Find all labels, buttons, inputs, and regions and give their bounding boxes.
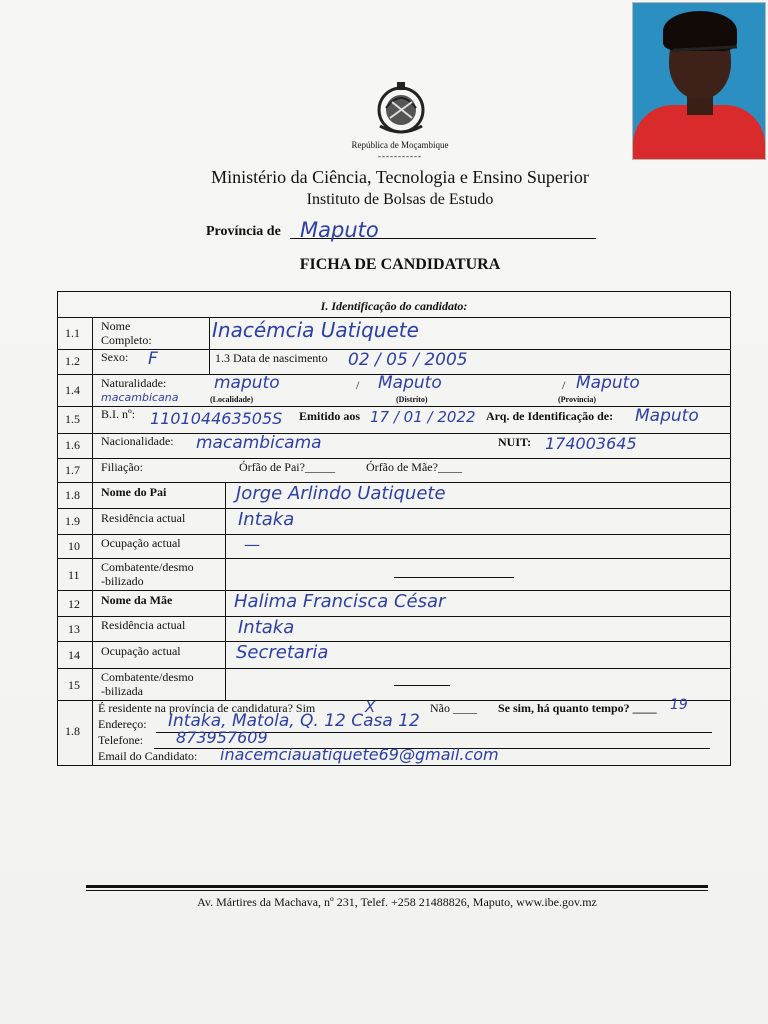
mother-combatant-label-2: -bilizada [101,684,143,698]
footer-rule-thin [86,890,708,891]
row-number: 1.8 [65,488,80,502]
father-combatant-line [394,577,514,578]
sex-value: F [148,349,158,369]
distrito-label: (Distrito) [396,395,428,404]
ministry-title: Ministério da Ciência, Tecnologia e Ensino Superior [211,167,589,187]
phone-value: 873957609 [176,728,268,747]
province-label: Província de [206,224,281,239]
father-combatant-label-2: -bilizado [101,574,144,588]
filiacao-label: Filiação: [101,460,143,474]
since-when-label: Se sim, há quanto tempo? ____ [498,701,657,715]
full-name-value: Inacémcia Uatiquete [212,318,419,342]
candidate-form-table [57,291,731,766]
dob-label: 1.3 Data de nascimento [215,351,328,365]
header-dashes: ----------- [378,151,422,161]
phone-label: Telefone: [98,733,144,747]
emitido-value: 17 / 01 / 2022 [370,408,476,426]
address-value: Intaka, Matola, Q. 12 Casa 12 [168,711,420,731]
mother-name-label: Nome da Mãe [101,593,173,607]
resident-question: É residente na província de candidatura? Sim [98,701,316,715]
slash: / [356,378,360,392]
column-divider [92,317,93,765]
father-name-label: Nome do Pai [101,485,167,499]
father-residence-label: Residência actual [101,511,186,525]
row-divider [58,406,730,407]
row-number: 1.8 [65,724,80,738]
dob-value: 02 / 05 / 2005 [348,350,468,370]
row-divider [58,668,730,669]
row-number: 1.7 [65,463,80,477]
provincia-label: (Província) [558,395,597,404]
bi-value: 110104463505S [150,409,283,428]
since-when-value: 19 [670,697,688,713]
row-divider [58,616,730,617]
sex-label: Sexo: [101,350,129,364]
naturalidade-city: maputo [214,373,280,393]
resident-yes-mark: X [365,698,376,716]
row-number: 15 [68,678,80,692]
mother-combatant-line [394,685,450,686]
row-number: 14 [68,648,80,662]
naturalidade-label: Naturalidade: [101,376,167,390]
email-value: inacemciauatiquete69@gmail.com [220,745,499,764]
mother-residence-label: Residência actual [101,618,186,632]
orfao-mae-label: Órfão de Mãe?____ [366,460,462,474]
column-divider [225,482,226,700]
nuit-label: NUIT: [498,435,532,449]
section-title: I. Identificação do candidato: [320,299,468,313]
father-combatant-label: Combatente/desmo [101,560,194,574]
footer-rule-thick [86,885,708,888]
nationality-value: macambicama [196,433,322,453]
email-label: Email do Candidato: [98,749,198,763]
mother-residence-value: Intaka [238,617,295,638]
row-number: 1.4 [65,383,80,397]
distrito-value: Maputo [378,373,442,393]
localidade-value: macambicana [101,391,179,404]
footer-address: Av. Mártires da Machava, nº 231, Telef. +258 21488826, Maputo, www.ibe.gov.mz [197,895,597,909]
row-divider [58,558,730,559]
row-number: 13 [68,622,80,636]
father-name-value: Jorge Arlindo Uatiquete [236,483,446,504]
orfao-pai-label: Órfão de Pai?_____ [239,460,335,474]
bi-label: B.I. nº: [101,407,136,421]
row-number: 1.5 [65,412,80,426]
mother-occupation-value: Secretaria [236,642,329,663]
province-value: Maputo [300,218,379,242]
arq-label: Arq. de Identificação de: [486,409,614,423]
row-number: 1.2 [65,354,80,368]
name-label: Nome [101,319,131,333]
column-divider [209,317,210,374]
slash: / [562,378,566,392]
row-number: 10 [68,539,80,553]
father-occupation-value: — [244,535,260,554]
mother-combatant-label: Combatente/desmo [101,670,194,684]
row-number: 1.9 [65,514,80,528]
row-divider [58,458,730,459]
arq-value: Maputo [635,406,699,426]
row-number: 1.1 [65,326,80,340]
row-divider [58,508,730,509]
father-occupation-label: Ocupação actual [101,536,181,550]
row-number: 1.6 [65,438,80,452]
row-number: 12 [68,597,80,611]
name-label-2: Completo: [101,333,152,347]
mother-occupation-label: Ocupação actual [101,644,181,658]
resident-no-label: Não ____ [430,701,477,715]
nationality-label: Nacionalidade: [101,434,174,448]
form-title: FICHA DE CANDIDATURA [299,256,501,273]
nuit-value: 174003645 [545,434,637,453]
candidate-photo [632,2,766,160]
national-emblem-icon [370,78,432,136]
row-divider [58,534,730,535]
mother-name-value: Halima Francisca César [234,591,446,612]
emitido-label: Emitido aos [299,409,361,423]
row-number: 11 [68,568,80,582]
address-label: Endereço: [98,717,147,731]
father-residence-value: Intaka [238,509,295,530]
republic-label: República de Moçambique [351,140,449,150]
row-divider [58,641,730,642]
provincia-value: Maputo [576,373,640,393]
localidade-label: (Localidade) [210,395,254,404]
institute-title: Instituto de Bolsas de Estudo [306,191,494,208]
